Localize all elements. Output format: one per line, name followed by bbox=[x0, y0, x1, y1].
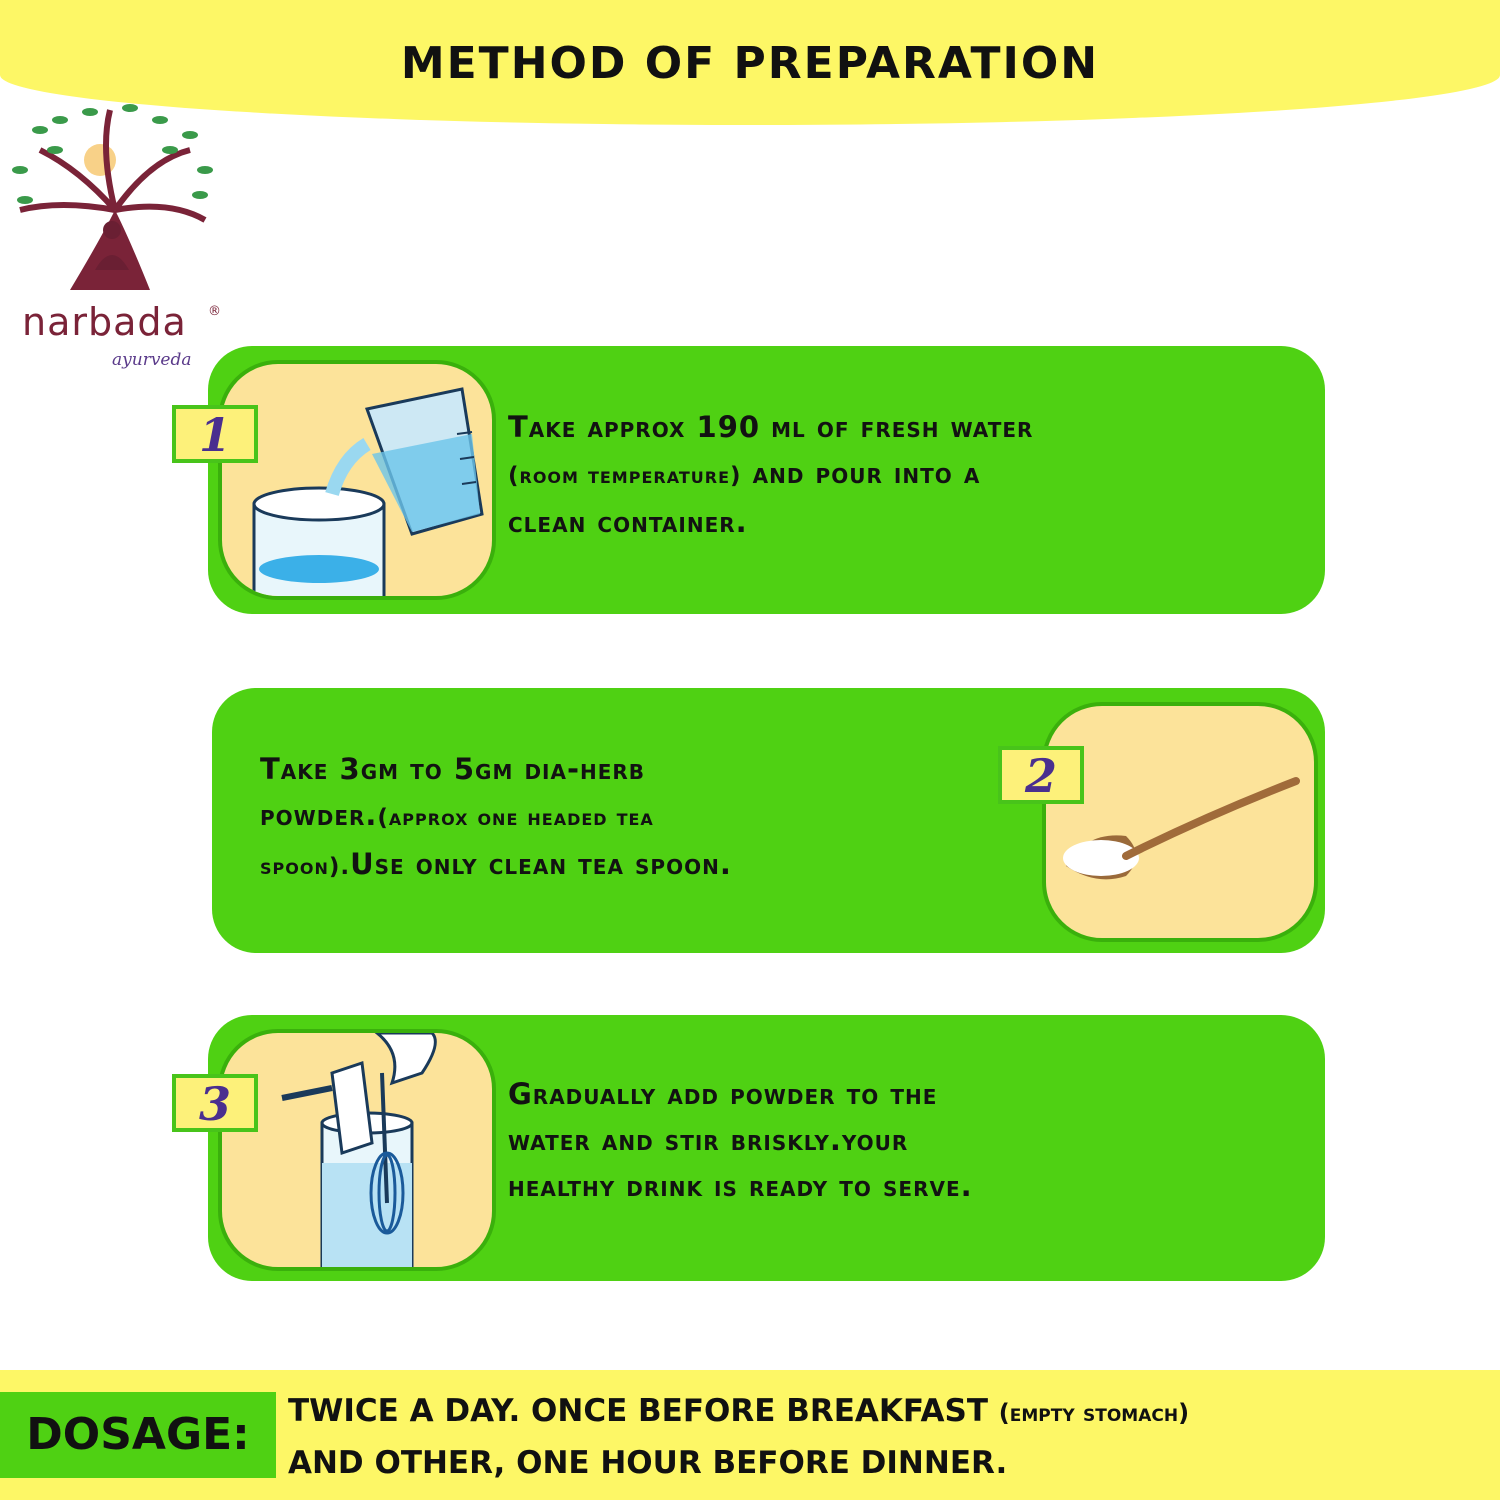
step-1-text bbox=[508, 404, 1308, 545]
tree-meditation-icon bbox=[0, 90, 240, 310]
dosage-line1: TWICE A DAY. ONCE BEFORE BREAKFAST bbox=[288, 1393, 988, 1429]
dosage-note: (empty stomach) bbox=[998, 1399, 1190, 1427]
step-2-text-line1: Take 3gm to 5gm dia-herb bbox=[260, 752, 646, 786]
step-3-text-line2: water and stir briskly.your bbox=[508, 1123, 909, 1157]
step-card-3 bbox=[208, 1015, 1325, 1281]
registered-mark: ® bbox=[208, 304, 221, 319]
step-3-text-line3: healthy drink is ready to serve. bbox=[508, 1169, 973, 1203]
dosage-text bbox=[288, 1386, 1488, 1488]
step-1-text-line2: and pour into a bbox=[752, 456, 981, 490]
brand-logo bbox=[0, 90, 240, 390]
dosage-label: DOSAGE: bbox=[0, 1392, 276, 1478]
step-1-illustration bbox=[218, 360, 496, 600]
page-title: METHOD OF PREPARATION bbox=[400, 38, 1100, 89]
step-number-2: 2 bbox=[998, 746, 1084, 804]
step-card-1 bbox=[208, 346, 1325, 614]
step-3-text bbox=[508, 1071, 1308, 1209]
whisk-glass-icon bbox=[222, 1033, 492, 1267]
step-2-text-note2: spoon). bbox=[260, 854, 351, 880]
step-number-1: 1 bbox=[172, 405, 258, 463]
step-2-text-line3: Use only clean tea spoon. bbox=[350, 847, 732, 881]
step-1-text-line3: clean container. bbox=[508, 505, 748, 539]
step-1-text-line1: Take approx 190 ml of fresh water bbox=[508, 410, 1034, 444]
step-number-3: 3 bbox=[172, 1074, 258, 1132]
brand-tagline: ayurveda bbox=[112, 350, 192, 370]
step-2-text-note1: (approx one headed tea bbox=[377, 805, 654, 831]
step-3-text-line1: Gradually add powder to the bbox=[508, 1077, 938, 1111]
spoon-powder-icon bbox=[1046, 706, 1314, 938]
step-2-text-line2: powder. bbox=[260, 798, 378, 832]
step-card-2 bbox=[212, 688, 1325, 953]
water-pour-icon bbox=[222, 364, 492, 596]
step-2-text bbox=[260, 746, 1000, 890]
step-2-illustration bbox=[1042, 702, 1318, 942]
brand-name: narbada bbox=[22, 300, 187, 344]
step-1-text-note: (room temperature) bbox=[508, 463, 742, 489]
step-3-illustration bbox=[218, 1029, 496, 1271]
dosage-line2: AND OTHER, ONE HOUR BEFORE DINNER. bbox=[288, 1445, 1008, 1481]
